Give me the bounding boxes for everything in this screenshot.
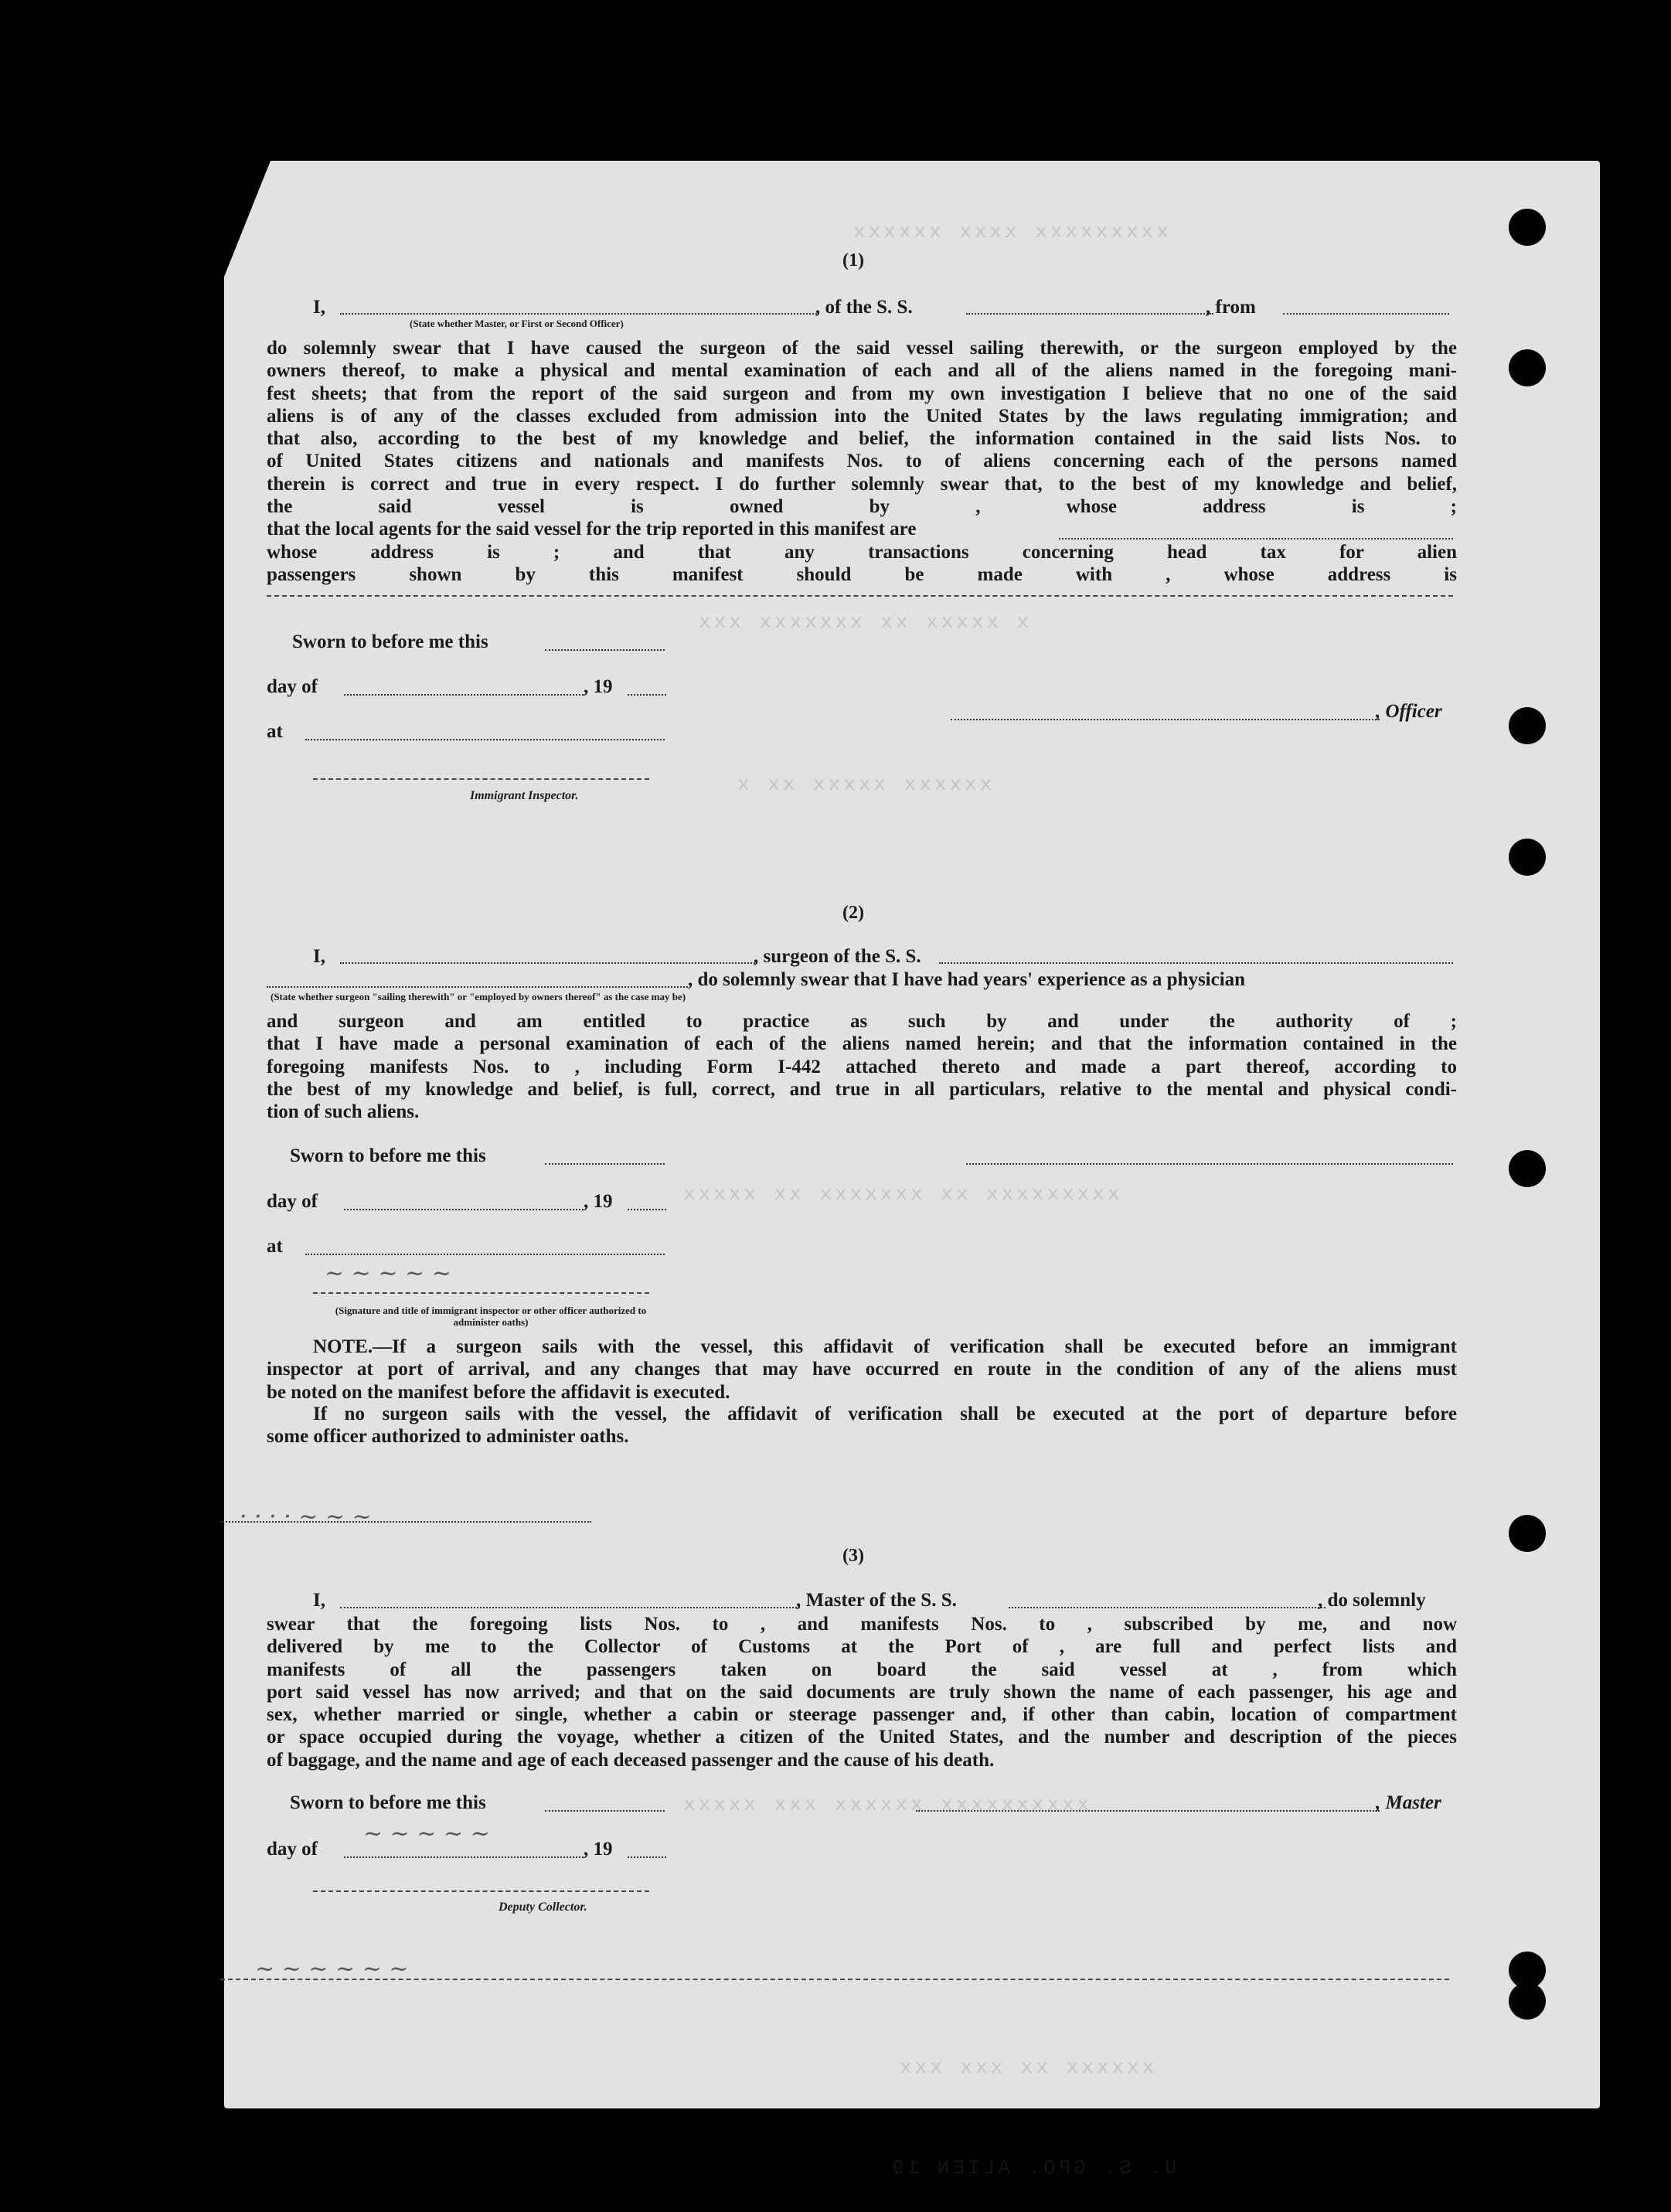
oath-line: aliens is of any of the classes excluded from admission into the United States by the laws regulating immigration; and bbox=[267, 405, 1457, 427]
oath-line: tion of such aliens. bbox=[267, 1101, 420, 1123]
surgeon-name-field[interactable] bbox=[340, 962, 757, 964]
handwritten-signature: ~ ~ ~ ~ ~ bbox=[363, 1820, 490, 1847]
year-field[interactable] bbox=[628, 1209, 666, 1210]
officer-rank-field[interactable] bbox=[340, 313, 819, 315]
master-vessel-field[interactable] bbox=[1009, 1607, 1326, 1608]
section-2-oath bbox=[267, 1010, 1457, 1123]
section-1-number: (1) bbox=[842, 250, 864, 271]
binder-hole-icon bbox=[1509, 839, 1546, 876]
section-1-from: , from bbox=[1206, 297, 1256, 318]
section-1-oath bbox=[267, 337, 1457, 586]
show-through: xxxxxx xx xxx xxx bbox=[897, 2056, 1155, 2079]
section-3-master: , Master bbox=[1376, 1792, 1441, 1813]
examiner-signature-field[interactable] bbox=[966, 1163, 1453, 1165]
note-line: NOTE.—If a surgeon sails with the vessel, this affidavit of verification shall be executed before an immigrant bbox=[313, 1336, 1457, 1357]
show-through: xxxxxxxxx xx xxxxxxx xx xxxxx bbox=[680, 1183, 1120, 1206]
oath-line: of United States citizens and nationals and manifests Nos. to of aliens concerning each of the persons named bbox=[267, 451, 1457, 472]
section-3-year: , 19 bbox=[584, 1839, 613, 1860]
oath-line: sex, whether married or single, whether a cabin or steerage passenger and, if other than cabin, location of compartment bbox=[267, 1704, 1457, 1726]
binder-hole-icon bbox=[1509, 2142, 1546, 2180]
master-name-field[interactable] bbox=[340, 1607, 800, 1608]
footer-imprint: U. S. GPO. ALIEN 19 bbox=[889, 2156, 1177, 2180]
oath-line: or space occupied during the voyage, whether a citizen of the United States, and the number and description of the pieces bbox=[267, 1727, 1457, 1748]
oath-line: the best of my knowledge and belief, is full, correct, and true in all particulars, relative to the mental and physical condi- bbox=[267, 1078, 1457, 1100]
note-line: some officer authorized to administer oaths. bbox=[267, 1426, 629, 1448]
administering-officer-signature-field[interactable] bbox=[313, 1292, 649, 1294]
officer-signature-field[interactable] bbox=[951, 719, 1380, 720]
oath-line: fest sheets; that from the report of the said surgeon and from my own investigation I believe that no one of the said bbox=[267, 383, 1457, 404]
section-2-line2: , do solemnly swear that I have had years' experience as a physician bbox=[688, 969, 1246, 990]
section-1-under-label: (State whether Master, or First or Second Officer) bbox=[410, 318, 624, 329]
section-3-collector: Deputy Collector. bbox=[499, 1901, 587, 1914]
handwritten-signature: · · · · ~ ~ ~ bbox=[240, 1503, 372, 1530]
handwritten-signature: ~ ~ ~ ~ ~ ~ bbox=[255, 1955, 409, 1982]
section-2-day-of: day of bbox=[267, 1191, 318, 1212]
note-line: be noted on the manifest before the affidavit is executed. bbox=[267, 1381, 730, 1403]
surgeon-vessel-field[interactable] bbox=[939, 962, 1453, 964]
oath-line: and surgeon and am entitled to practice as such by and under the authority of ; bbox=[267, 1011, 1457, 1032]
section-2-note bbox=[267, 1336, 1457, 1404]
section-2-sworn: Sworn to before me this bbox=[290, 1145, 486, 1166]
at-place-field[interactable] bbox=[305, 739, 665, 740]
section-3-sworn: Sworn to before me this bbox=[290, 1792, 486, 1813]
binder-hole-icon bbox=[1509, 1515, 1546, 1552]
section-3-master-of: , Master of the S. S. bbox=[796, 1590, 957, 1611]
section-2-under-label: (State whether surgeon "sailing therewith" or "employed by owners thereof" as the case may be) bbox=[271, 991, 686, 1002]
section-1-inspector: Immigrant Inspector. bbox=[470, 789, 579, 802]
section-1-day-of: day of bbox=[267, 676, 318, 697]
from-port-field[interactable] bbox=[1283, 313, 1449, 315]
oath-line: delivered by me to the Collector of Customs at the Port of , are full and perfect lists and bbox=[267, 1636, 1457, 1658]
section-1-year: , 19 bbox=[584, 676, 613, 697]
oath-line: that I have made a personal examination of each of the aliens named herein; and that the information contained in the bbox=[267, 1033, 1457, 1055]
month-field[interactable] bbox=[344, 694, 584, 696]
sworn-day-field[interactable] bbox=[545, 1810, 665, 1812]
oath-line: that also, according to the best of my knowledge and belief, the information contained in the said lists Nos. to bbox=[267, 428, 1457, 450]
sworn-day-field[interactable] bbox=[545, 1163, 665, 1165]
oath-line: foregoing manifests Nos. to , including Form I-442 attached thereto and made a part thereof, according to bbox=[267, 1056, 1457, 1077]
show-through: xxxxxx xxxxx xx x bbox=[734, 773, 992, 796]
show-through: xxxxxxxxx xxxx xxxxxx bbox=[850, 220, 1169, 243]
section-3-i: I, bbox=[313, 1590, 325, 1611]
note-line: If no surgeon sails with the vessel, the affidavit of verification shall be executed at the port of departure before bbox=[313, 1404, 1457, 1424]
inspector-signature-field[interactable] bbox=[313, 778, 649, 780]
section-1-officer: , Officer bbox=[1376, 701, 1442, 722]
master-signature-field[interactable] bbox=[916, 1810, 1380, 1812]
binder-hole-icon bbox=[1509, 707, 1546, 744]
handwritten-signature: ~ ~ ~ ~ ~ bbox=[325, 1260, 451, 1287]
binder-hole-icon bbox=[1509, 1150, 1546, 1187]
section-3-do-solemnly: , do solemnly bbox=[1318, 1590, 1426, 1611]
section-2-i: I, bbox=[313, 946, 325, 967]
oath-line: do solemnly swear that I have caused the surgeon of the said vessel sailing therewith, or the surgeon employed by the bbox=[267, 338, 1457, 359]
oath-line: passengers shown by this manifest should be made with , whose address is bbox=[267, 563, 1457, 585]
oath-line: that the local agents for the said vessel for the trip reported in this manifest are bbox=[267, 519, 917, 540]
binder-hole-icon bbox=[1509, 209, 1546, 246]
section-1-i: I, bbox=[313, 297, 325, 318]
vessel-name-field[interactable] bbox=[966, 313, 1213, 315]
section-2-at: at bbox=[267, 1236, 283, 1257]
oath-line: of baggage, and the name and age of each deceased passenger and the cause of his death. bbox=[267, 1749, 995, 1771]
section-3-oath bbox=[267, 1613, 1457, 1771]
section-1-sworn: Sworn to before me this bbox=[292, 631, 488, 652]
oath-line: the said vessel is owned by , whose address is ; bbox=[267, 496, 1457, 518]
oath-line: therein is correct and true in every respect. I do further solemnly swear that, to the best of my knowledge and belief, bbox=[267, 473, 1457, 495]
month-field[interactable] bbox=[344, 1209, 584, 1210]
at-place-field[interactable] bbox=[305, 1254, 665, 1255]
section-1-at: at bbox=[267, 721, 283, 742]
oath-line: whose address is ; and that any transactions concerning head tax for alien bbox=[267, 541, 1457, 563]
binder-hole-icon bbox=[1509, 349, 1546, 386]
show-through: x xxxxx xx xxxxxxx xxx bbox=[696, 611, 1029, 634]
section-2-note-2 bbox=[267, 1403, 1457, 1448]
oath-line: manifests of all the passengers taken on board the said vessel at , from which bbox=[267, 1659, 1457, 1680]
oath-line: port said vessel has now arrived; and that on the said documents are truly shown the name of each passenger, his age and bbox=[267, 1681, 1457, 1703]
year-field[interactable] bbox=[628, 1856, 666, 1858]
oath-line: owners thereof, to make a physical and mental examination of each and all of the aliens named in the foregoing mani- bbox=[267, 360, 1457, 382]
torn-corner bbox=[224, 161, 271, 277]
sworn-day-field[interactable] bbox=[545, 649, 665, 651]
collector-signature-field[interactable] bbox=[313, 1890, 649, 1892]
local-agents-field[interactable] bbox=[1059, 538, 1453, 539]
section-2-year: , 19 bbox=[584, 1191, 613, 1212]
surgeon-status-field[interactable] bbox=[267, 986, 688, 988]
show-through: xxxxxxxxxx xxxxxx xxx xxxxx bbox=[680, 1793, 1090, 1816]
section-3-number: (3) bbox=[842, 1546, 864, 1566]
binder-hole-icon bbox=[1509, 1982, 1546, 2020]
section-2-surgeon-of: , surgeon of the S. S. bbox=[754, 946, 921, 967]
address-field[interactable] bbox=[267, 595, 1453, 597]
section-2-signature-label: (Signature and title of immigrant inspector or other officer authorized to administer oaths) bbox=[335, 1305, 647, 1328]
section-1-of-ss: , of the S. S. bbox=[815, 297, 913, 318]
section-2-number: (2) bbox=[842, 903, 864, 923]
year-field[interactable] bbox=[628, 694, 666, 696]
month-field[interactable] bbox=[344, 1856, 584, 1858]
oath-line: swear that the foregoing lists Nos. to , and manifests Nos. to , subscribed by me, and now bbox=[267, 1614, 1457, 1635]
section-3-day-of: day of bbox=[267, 1839, 318, 1860]
note-line: inspector at port of arrival, and any changes that may have occurred en route in the condition of any of the aliens must bbox=[267, 1359, 1457, 1380]
